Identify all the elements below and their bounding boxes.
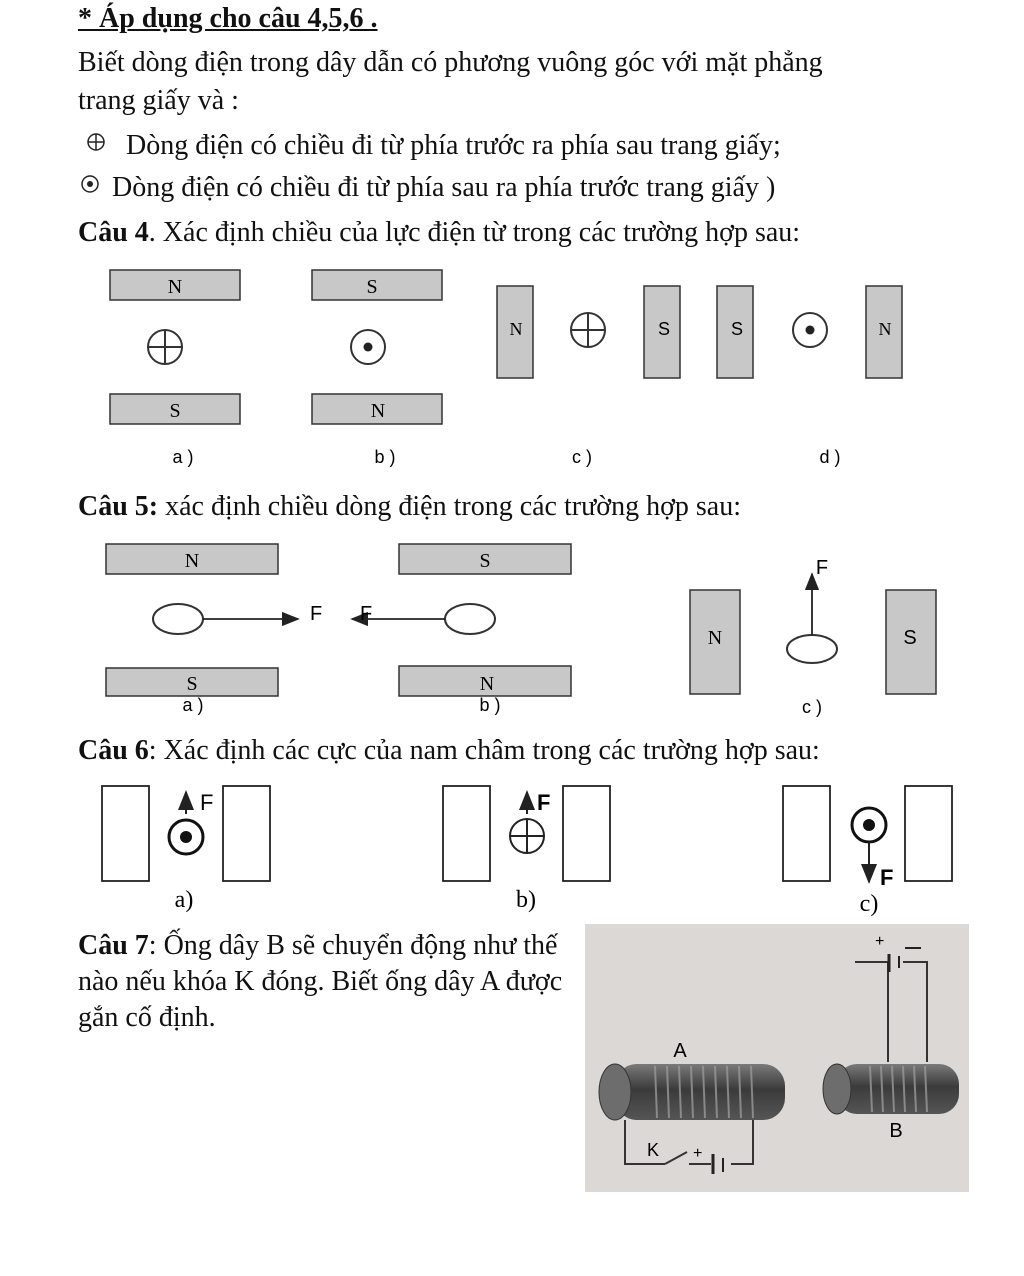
q4-label: Câu 4 [78, 217, 149, 248]
q4-case-b [312, 270, 442, 467]
legend-out-of-page: Dòng điện có chiều đi từ phía sau ra phía trước trang giấy ) [112, 172, 776, 203]
switch-k-label: K [647, 1140, 660, 1160]
pole-label: S [730, 319, 744, 339]
current-out-of-page-icon [852, 808, 886, 842]
q6-label: Câu 6 [78, 735, 149, 766]
current-out-of-page-icon [351, 330, 385, 364]
unknown-magnet-left [443, 786, 490, 881]
pole-label: S [169, 400, 181, 422]
pole-label: S [903, 627, 917, 649]
q7-text: : Ống dây B sẽ chuyển động như thế nào nếu khóa K đóng. Biết ống dây A được gắn cố định. [78, 930, 563, 1033]
pole-label: S [186, 673, 198, 695]
q5-label: Câu 5: [78, 491, 159, 522]
q4-case-a [110, 270, 240, 467]
q4-diagrams [0, 260, 1024, 480]
case-caption: a) [174, 887, 194, 913]
case-caption: d ) [819, 447, 841, 467]
photo-background [585, 924, 969, 1192]
case-caption: c ) [572, 447, 592, 467]
legend-into-page: Dòng điện có chiều đi từ phía trước ra phía sau trang giấy; [126, 130, 781, 161]
wire-cross-section [445, 604, 495, 634]
force-label: F [815, 557, 829, 579]
case-caption: b ) [479, 695, 501, 715]
q7-photo [585, 924, 969, 1192]
force-label: F [310, 603, 323, 625]
coil-b-label: B [889, 1120, 903, 1142]
pole-label: N [707, 627, 723, 649]
case-caption: a ) [172, 447, 194, 467]
pole-label: S [366, 276, 378, 298]
q6-text: : Xác định các cực của nam châm trong các trường hợp sau: [148, 735, 820, 766]
pole-label: N [167, 276, 183, 298]
force-label: F [360, 603, 373, 625]
unknown-magnet-left [783, 786, 830, 881]
current-out-of-page-icon [169, 820, 203, 854]
section-heading: * Áp dụng cho câu 4,5,6 . [78, 3, 378, 34]
q6-case-c [783, 786, 952, 917]
q6-case-a [102, 786, 270, 913]
q5-text: xác định chiều dòng điện trong các trường hợp sau: [158, 491, 741, 522]
force-label: F [537, 790, 551, 815]
unknown-magnet-left [102, 786, 149, 881]
q4-case-d [717, 286, 902, 467]
q5-case-b [352, 544, 571, 715]
intro-line-2: trang giấy và : [78, 85, 239, 116]
wire-cross-section [153, 604, 203, 634]
battery-plus-label: + [875, 933, 885, 950]
coil-a-label: A [673, 1040, 687, 1062]
current-into-page-icon [510, 819, 544, 853]
q5-diagrams [0, 530, 1024, 730]
current-into-page-icon [571, 313, 605, 347]
q4-text: . Xác định chiều của lực điện từ trong các trường hợp sau: [148, 217, 801, 248]
current-out-of-page-icon [793, 313, 827, 347]
force-label: F [880, 865, 894, 890]
unknown-magnet-right [905, 786, 952, 881]
q6-case-b [443, 786, 610, 913]
q7-prompt [78, 928, 578, 1036]
pole-label: N [878, 319, 892, 339]
pole-label: N [509, 319, 523, 339]
intro-line-1: Biết dòng điện trong dây dẫn có phương vuông góc với mặt phẳng [78, 47, 823, 78]
unknown-magnet-right [563, 786, 610, 881]
case-caption: b ) [374, 447, 396, 467]
case-caption: b) [516, 887, 536, 913]
q4-case-c [497, 286, 680, 467]
pole-label: N [479, 673, 495, 695]
case-caption: a ) [182, 695, 204, 715]
pole-label: N [184, 550, 200, 572]
wire-cross-section [787, 635, 837, 663]
force-label: F [200, 790, 214, 815]
unknown-magnet-right [223, 786, 270, 881]
pole-label: S [479, 550, 491, 572]
q7-label: Câu 7 [78, 930, 149, 961]
pole-label: N [370, 400, 386, 422]
q6-prompt [78, 734, 820, 768]
q5-prompt [78, 490, 741, 524]
current-into-page-icon [84, 130, 108, 154]
q4-prompt [78, 216, 800, 250]
battery-plus-label: + [693, 1145, 703, 1162]
case-caption: c) [859, 891, 879, 917]
pole-label: S [657, 319, 671, 339]
current-into-page-icon [148, 330, 182, 364]
q5-case-a [106, 544, 322, 715]
q5-case-c [690, 557, 936, 717]
case-caption: c ) [802, 697, 822, 717]
current-out-of-page-icon [78, 172, 102, 196]
q6-diagrams [0, 780, 1024, 920]
